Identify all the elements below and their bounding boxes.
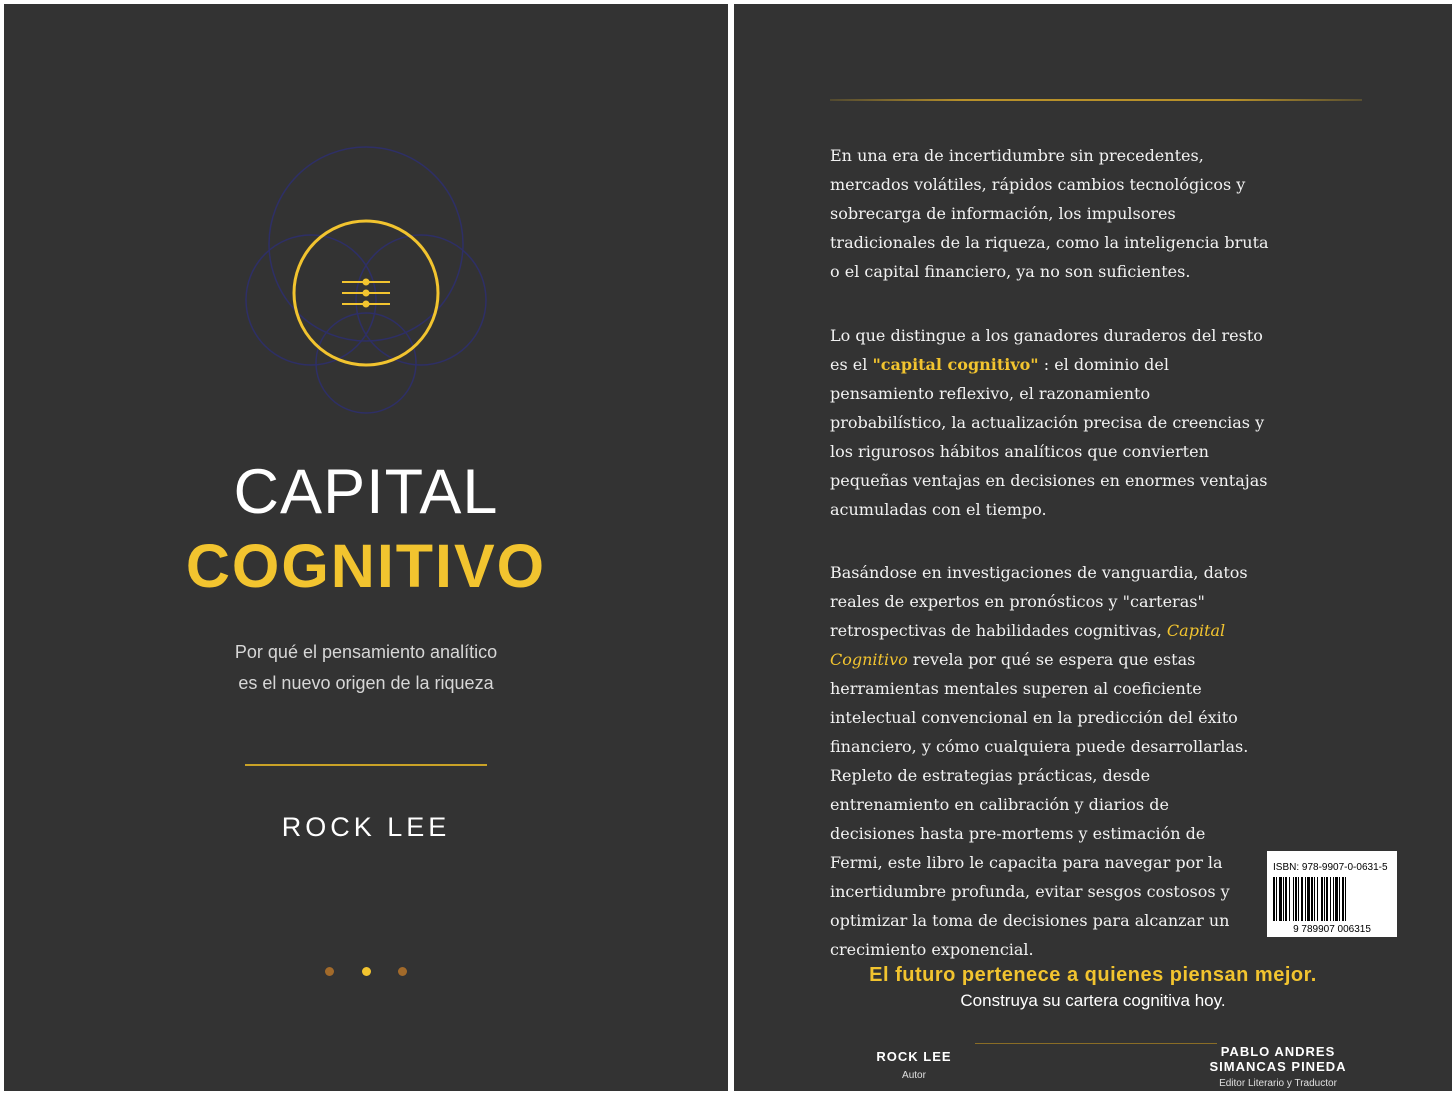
barcode-bar — [1345, 877, 1346, 921]
title-line-2: COGNITIVO — [185, 532, 547, 600]
subtitle-line-2: es el nuevo origen de la riqueza — [238, 673, 494, 693]
blurb-paragraph-1: En una era de incertidumbre sin precedentes, mercados volátiles, rápidos cambios tecnológicos y sobrecarga de información, los impulsores tradicionales de la riqueza, como la inteligencia bruta o el capital financiero, ya no son suficientes. — [830, 146, 1269, 281]
credit-editor-name-line-1: PABLO ANDRES — [1220, 1044, 1336, 1059]
credit-divider — [975, 1043, 1217, 1044]
emblem-ring-bottom — [316, 313, 416, 413]
front-cover — [4, 4, 728, 1091]
barcode-bar — [1298, 877, 1299, 921]
barcode-bar — [1339, 877, 1340, 921]
blurb-paragraph-3-4 — [830, 558, 1290, 964]
barcode-bar — [1301, 877, 1303, 921]
back-top-divider — [830, 99, 1362, 101]
title-line-1: CAPITAL — [233, 457, 499, 527]
barcode-bar — [1295, 877, 1297, 921]
back-cover — [734, 4, 1452, 1091]
barcode-bar — [1311, 877, 1313, 921]
dot-right — [398, 967, 407, 976]
barcode-bar — [1276, 877, 1277, 921]
barcode-bar — [1321, 877, 1323, 921]
barcode-bar — [1273, 877, 1275, 921]
barcode-icon — [1271, 877, 1393, 935]
tagline-sub: Construya su cartera cognitiva hoy. — [960, 991, 1226, 1010]
barcode-bar — [1293, 877, 1294, 921]
barcode-bar — [1283, 877, 1284, 921]
credit-editor-role: Editor Literario y Traductor — [1219, 1078, 1337, 1089]
author-name: ROCK LEE — [281, 812, 451, 842]
blurb-p3-before: Basándose en investigaciones de vanguardia, datos reales de expertos en pronósticos y "carteras" retrospectivas de habilidades cognitivas, — [830, 563, 1248, 640]
credit-editor-name-line-2: SIMANCAS PINEDA — [1209, 1059, 1347, 1074]
credit-author-role: Autor — [902, 1070, 926, 1081]
barcode-bar — [1317, 877, 1318, 921]
tagline: El futuro pertenece a quienes piensan mejor. — [869, 964, 1317, 986]
front-divider — [245, 764, 487, 766]
dot-middle — [362, 967, 371, 976]
barcode-bar — [1324, 877, 1325, 921]
credit-author-name: ROCK LEE — [876, 1049, 952, 1064]
barcode-digits: 9 789907 006315 — [1293, 924, 1371, 935]
blurb-paragraph-4: Repleto de estrategias prácticas, desde entrenamiento en calibración y diarios de decisiones hasta pre-mortems y estimación de Fermi, este libro le capacita para navegar por la incertidumbre profunda, evitar sesgos costosos y optimizar la toma de decisiones para alcanzar un crecimiento exponencial. — [830, 766, 1230, 959]
credit-editor-name — [1200, 1044, 1356, 1074]
emblem-icon — [4, 4, 728, 434]
barcode-bar — [1289, 877, 1290, 921]
subtitle — [4, 637, 728, 699]
blurb-p3-after: revela por qué se espera que estas herramientas mentales superen al coeficiente intelectual convencional en la predicción del éxito financiero, y cómo cualquiera puede desarrollarlas. — [830, 650, 1249, 756]
barcode-bar — [1285, 877, 1287, 921]
blurb-paragraph-2 — [830, 321, 1270, 524]
emblem-ring-top — [269, 147, 463, 341]
barcode-bar — [1326, 877, 1328, 921]
barcode-bar — [1333, 877, 1334, 921]
barcode-bar — [1314, 877, 1315, 921]
capital-cognitivo-highlight: "capital cognitivo" — [872, 355, 1039, 374]
isbn-barcode-box — [1267, 851, 1397, 937]
blurb-p2-before: Lo que distingue a los ganadores duraderos del resto es el — [830, 326, 1263, 374]
barcode-bar — [1342, 877, 1344, 921]
blurb-paragraph-3 — [830, 558, 1290, 761]
barcode-bar — [1307, 877, 1310, 921]
barcode-bar — [1330, 877, 1331, 921]
barcode-bar — [1279, 877, 1282, 921]
isbn-label: ISBN: 978-9907-0-0631-5 — [1273, 862, 1388, 873]
dot-left — [325, 967, 334, 976]
blurb-p2-after: : el dominio del pensamiento reflexivo, el razonamiento probabilístico, la actualización precisa de creencias y los rigurosos hábitos analíticos que convierten pequeñas ventajas en decisiones en enormes ventajas acumuladas con el tiempo. — [830, 355, 1268, 519]
subtitle-line-1: Por qué el pensamiento analítico — [234, 642, 498, 662]
book-title-italic: Capital Cognitivo — [830, 621, 1226, 669]
barcode-bar — [1305, 877, 1306, 921]
barcode-bar — [1335, 877, 1338, 921]
